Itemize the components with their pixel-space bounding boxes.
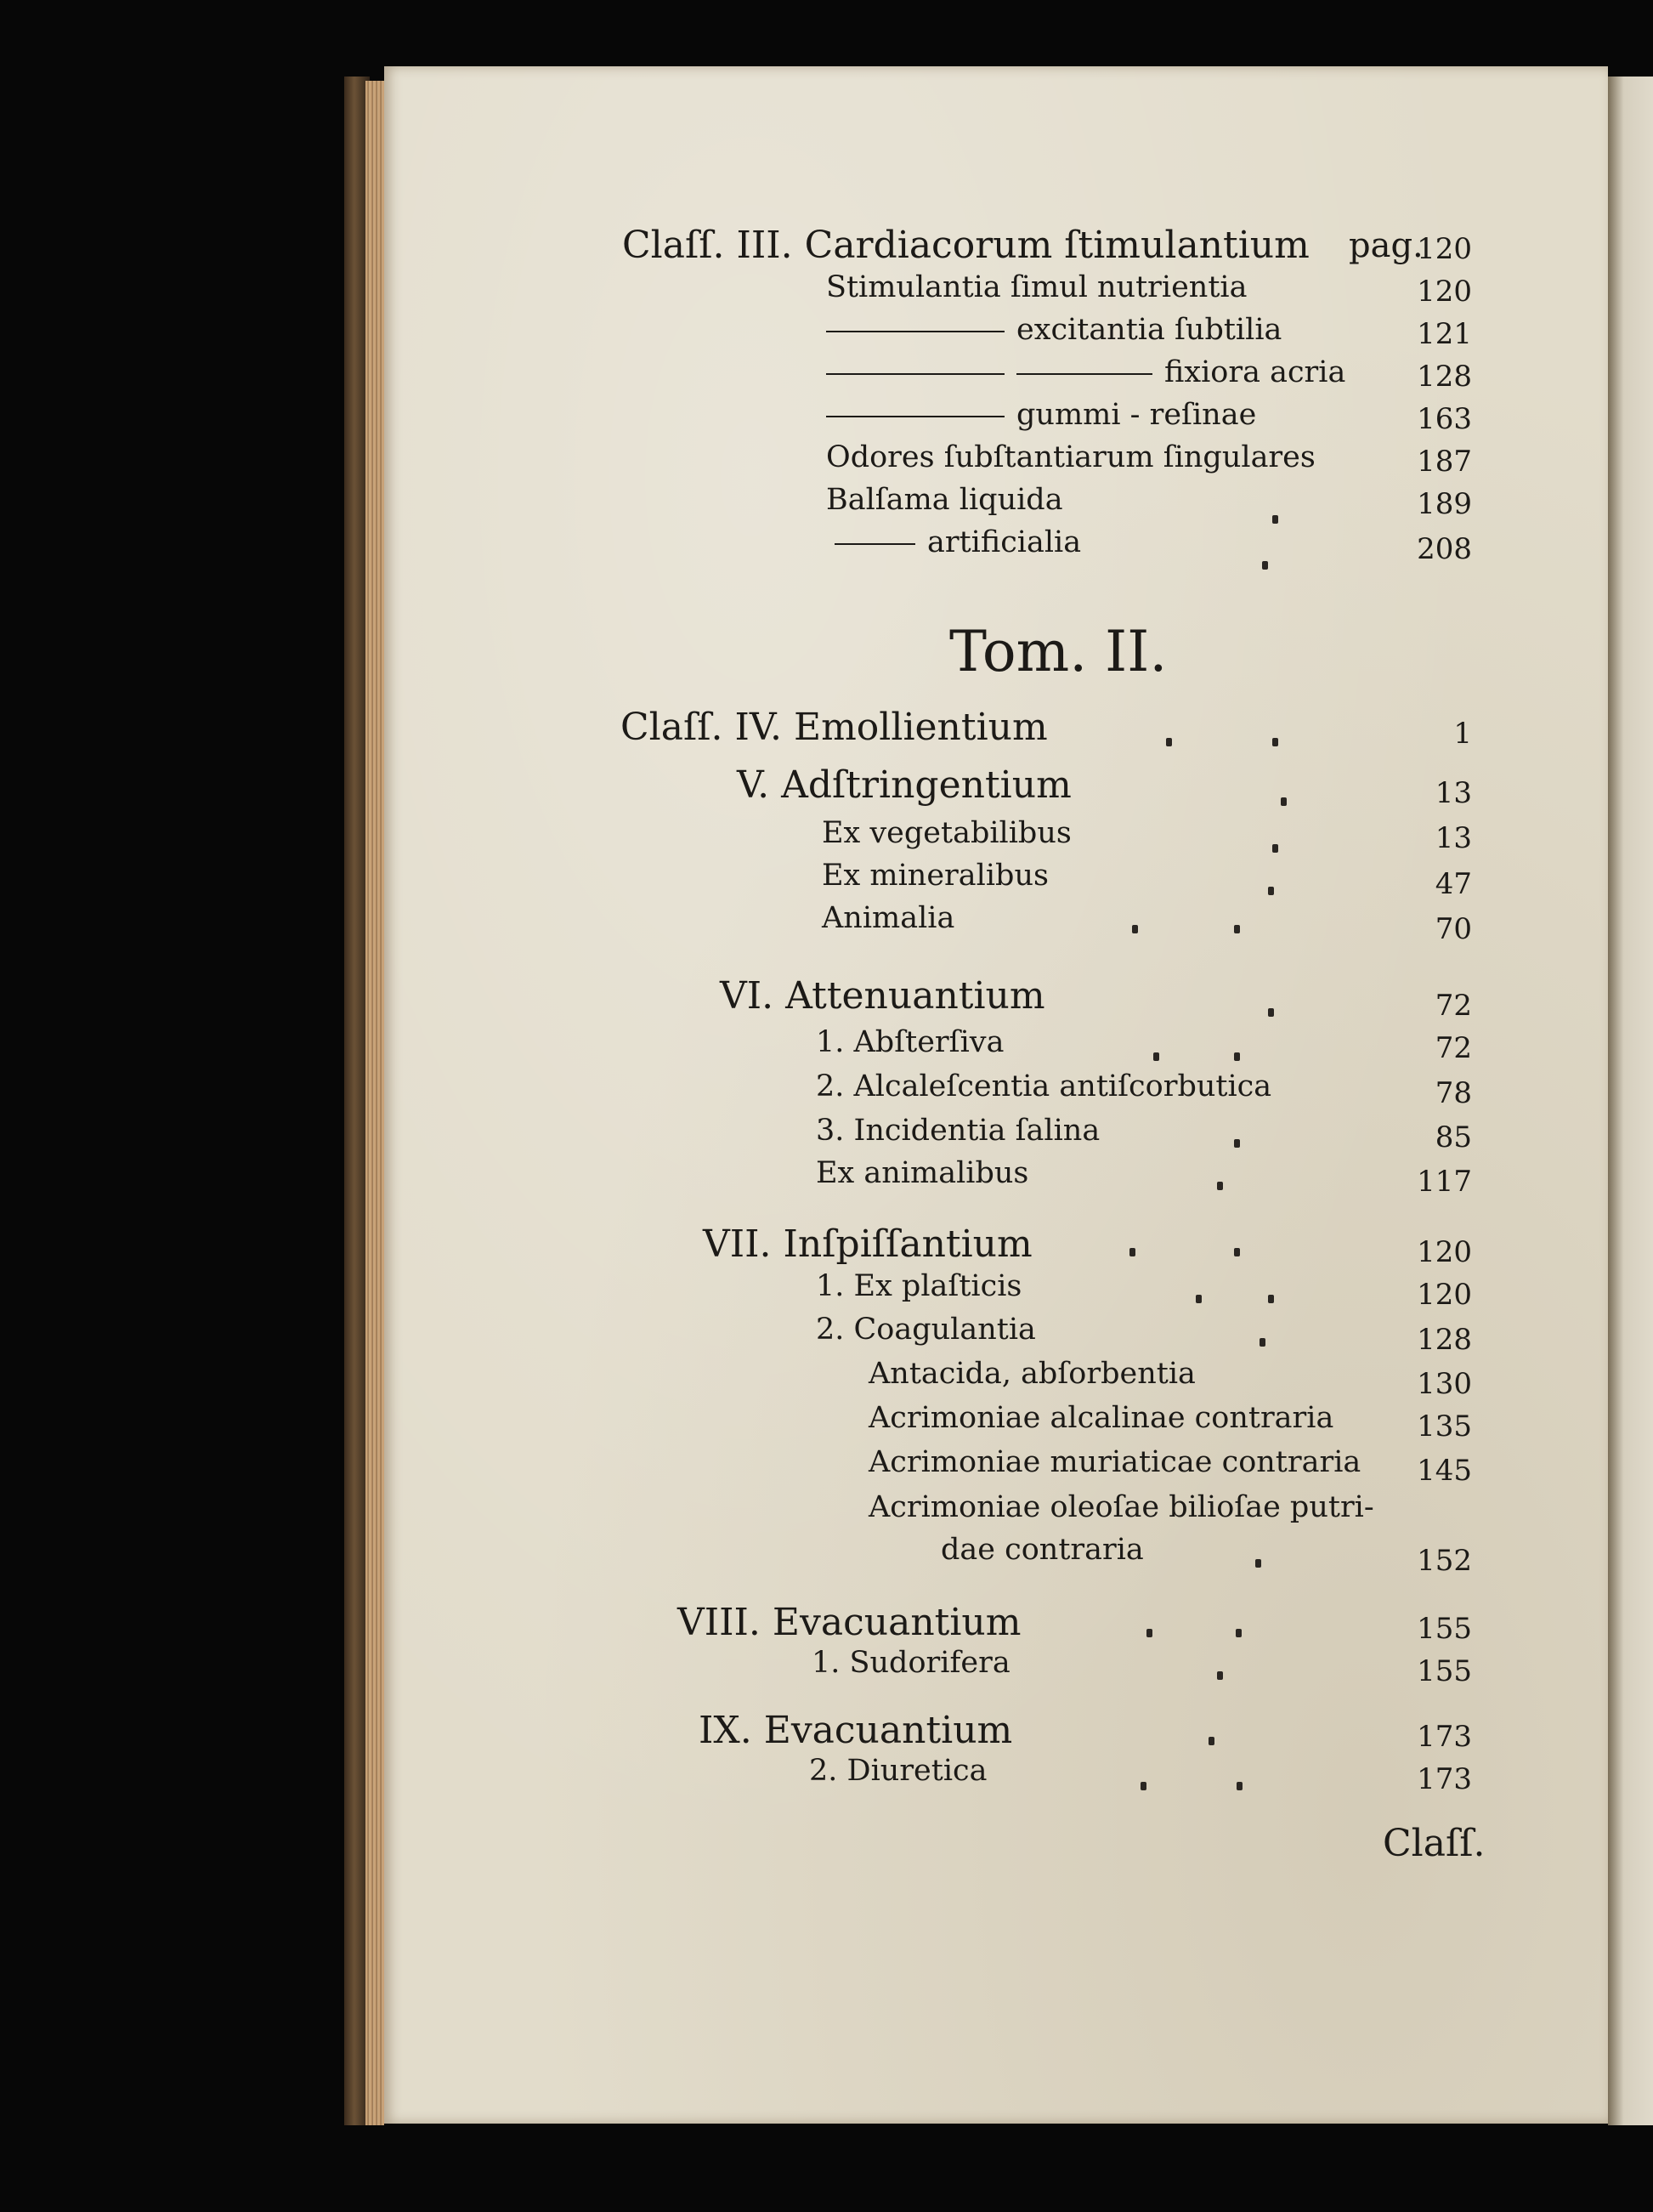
toc-entry-text: artificialia [927, 525, 1082, 559]
classis-label: VI. [720, 974, 774, 1018]
book-page [384, 66, 1608, 2124]
leader-dot [1166, 738, 1172, 746]
toc-entry: 1. Ex plaſticis [816, 1269, 1022, 1303]
toc-entry: 1. Abſterſiva [816, 1025, 1005, 1059]
classis-iii-heading [622, 224, 1310, 267]
page-number: 155 [1417, 1612, 1472, 1646]
toc-entry-text: excitantia ſubtilia [1016, 313, 1282, 347]
page-number: 85 [1435, 1120, 1472, 1154]
page-number: 130 [1417, 1367, 1472, 1401]
page-number: 13 [1435, 821, 1472, 855]
page-number: 155 [1417, 1654, 1472, 1688]
page-number: 70 [1435, 912, 1472, 946]
leader-dot [1281, 797, 1287, 806]
page-number: 173 [1417, 1762, 1472, 1796]
classis-title: Emollientium [793, 706, 1048, 749]
page-number: 120 [1417, 232, 1472, 266]
page-number: 152 [1417, 1544, 1472, 1578]
toc-entry [826, 355, 1345, 389]
toc-entry: Balſama liquida [826, 483, 1063, 517]
toc-entry: Ex mineralibus [822, 859, 1049, 893]
classis-label: VII. [703, 1222, 772, 1266]
leader-dot [1209, 1737, 1214, 1745]
ditto-dash [835, 543, 915, 545]
ditto-dash [1016, 373, 1152, 375]
leader-dot [1236, 1629, 1242, 1637]
classis-title: Adſtringentium [781, 763, 1072, 807]
leader-dot [1217, 1182, 1223, 1190]
toc-entry: Acrimoniae oleoſae bilioſae putri- [869, 1490, 1374, 1524]
classis-viii-heading [677, 1601, 1021, 1644]
classis-label: VIII. [677, 1601, 761, 1644]
toc-entry-text: gummi - reſinae [1016, 398, 1257, 432]
page-number: 72 [1435, 989, 1472, 1023]
page-number: 120 [1417, 1278, 1472, 1312]
leader-dot [1217, 1671, 1223, 1680]
page-number: 120 [1417, 275, 1472, 309]
ditto-dash [826, 416, 1005, 417]
toc-entry: 2. Diuretica [809, 1754, 988, 1788]
page-number: 72 [1435, 1031, 1472, 1065]
page-number: 120 [1417, 1235, 1472, 1269]
page-number: 128 [1417, 1323, 1472, 1357]
facing-page-edge [1608, 77, 1653, 2125]
toc-entry: Animalia [822, 901, 955, 935]
toc-entry: 1. Sudorifera [812, 1646, 1010, 1680]
page-number: 163 [1417, 402, 1472, 436]
classis-title: Inſpiſſantium [783, 1222, 1033, 1266]
classis-label: Claſſ. III. [622, 224, 793, 267]
page-number: 121 [1417, 317, 1472, 351]
page-number: 78 [1435, 1076, 1472, 1110]
page-number: 13 [1435, 776, 1472, 810]
classis-ix-heading [699, 1709, 1012, 1752]
toc-entry: Stimulantia ſimul nutrientia [826, 270, 1248, 304]
leader-dot [1196, 1295, 1202, 1303]
leader-dot [1237, 1782, 1243, 1790]
ditto-dash [826, 373, 1005, 375]
classis-v-heading [737, 763, 1072, 807]
classis-vi-heading [720, 974, 1045, 1018]
toc-entry: Odores ſubſtantiarum ſingulares [826, 440, 1316, 474]
leader-dot [1268, 1008, 1274, 1017]
toc-entry: Ex animalibus [816, 1156, 1029, 1190]
leader-dot [1262, 561, 1268, 570]
page-number: 187 [1417, 445, 1472, 479]
page-number: 117 [1417, 1165, 1472, 1199]
toc-entry [826, 313, 1282, 347]
toc-entry: 2. Alcaleſcentia antiſcorbutica [816, 1069, 1272, 1103]
page-number: 47 [1435, 867, 1472, 901]
leader-dot [1272, 738, 1278, 746]
leader-dot [1272, 515, 1278, 524]
toc-entry: Ex vegetabilibus [822, 816, 1072, 850]
page-number: 189 [1417, 487, 1472, 521]
leader-dot [1260, 1338, 1265, 1347]
toc-entry: Antacida, abſorbentia [869, 1357, 1196, 1391]
classis-label: IX. [699, 1709, 752, 1752]
leader-dot [1141, 1782, 1146, 1790]
page-number: 145 [1417, 1454, 1472, 1488]
leader-dot [1129, 1248, 1135, 1256]
leader-dot [1234, 1139, 1240, 1148]
catchword: Claſſ. [1383, 1822, 1486, 1865]
page-number: 1 [1453, 717, 1472, 751]
page-number: 208 [1417, 532, 1472, 566]
leader-dot [1153, 1052, 1159, 1061]
leader-dot [1132, 925, 1138, 933]
leader-dot [1255, 1559, 1261, 1568]
toc-entry-text: fixiora acria [1164, 355, 1346, 389]
toc-entry: 3. Incidentia ſalina [816, 1114, 1101, 1148]
page-number: 135 [1417, 1409, 1472, 1443]
toc-entry: 2. Coagulantia [816, 1313, 1036, 1347]
classis-title: Cardiacorum ſtimulantium [804, 224, 1310, 267]
page-edges [365, 81, 384, 2125]
tome-heading: Tom. II. [949, 619, 1168, 684]
ditto-dash [826, 331, 1005, 332]
classis-label: Claſſ. IV. [620, 706, 782, 749]
classis-title: Evacuantium [772, 1601, 1022, 1644]
leader-dot [1234, 925, 1240, 933]
leader-dot [1268, 1295, 1274, 1303]
leader-dot [1234, 1248, 1240, 1256]
page-number: 128 [1417, 360, 1472, 394]
page-number: 173 [1417, 1720, 1472, 1754]
toc-entry: dae contraria [941, 1533, 1144, 1567]
classis-title: Attenuantium [785, 974, 1045, 1018]
leader-dot [1146, 1629, 1152, 1637]
classis-iv-heading [620, 706, 1048, 749]
pag-label: pag. [1349, 226, 1424, 265]
leader-dot [1234, 1052, 1240, 1061]
toc-entry: Acrimoniae muriaticae contraria [869, 1445, 1361, 1479]
toc-entry: Acrimoniae alcalinae contraria [869, 1401, 1334, 1435]
leader-dot [1272, 844, 1278, 853]
toc-entry [826, 398, 1256, 432]
classis-vii-heading [703, 1222, 1033, 1266]
leader-dot [1268, 887, 1274, 895]
toc-entry [835, 525, 1081, 559]
classis-label: V. [737, 763, 770, 807]
classis-title: Evacuantium [763, 1709, 1013, 1752]
